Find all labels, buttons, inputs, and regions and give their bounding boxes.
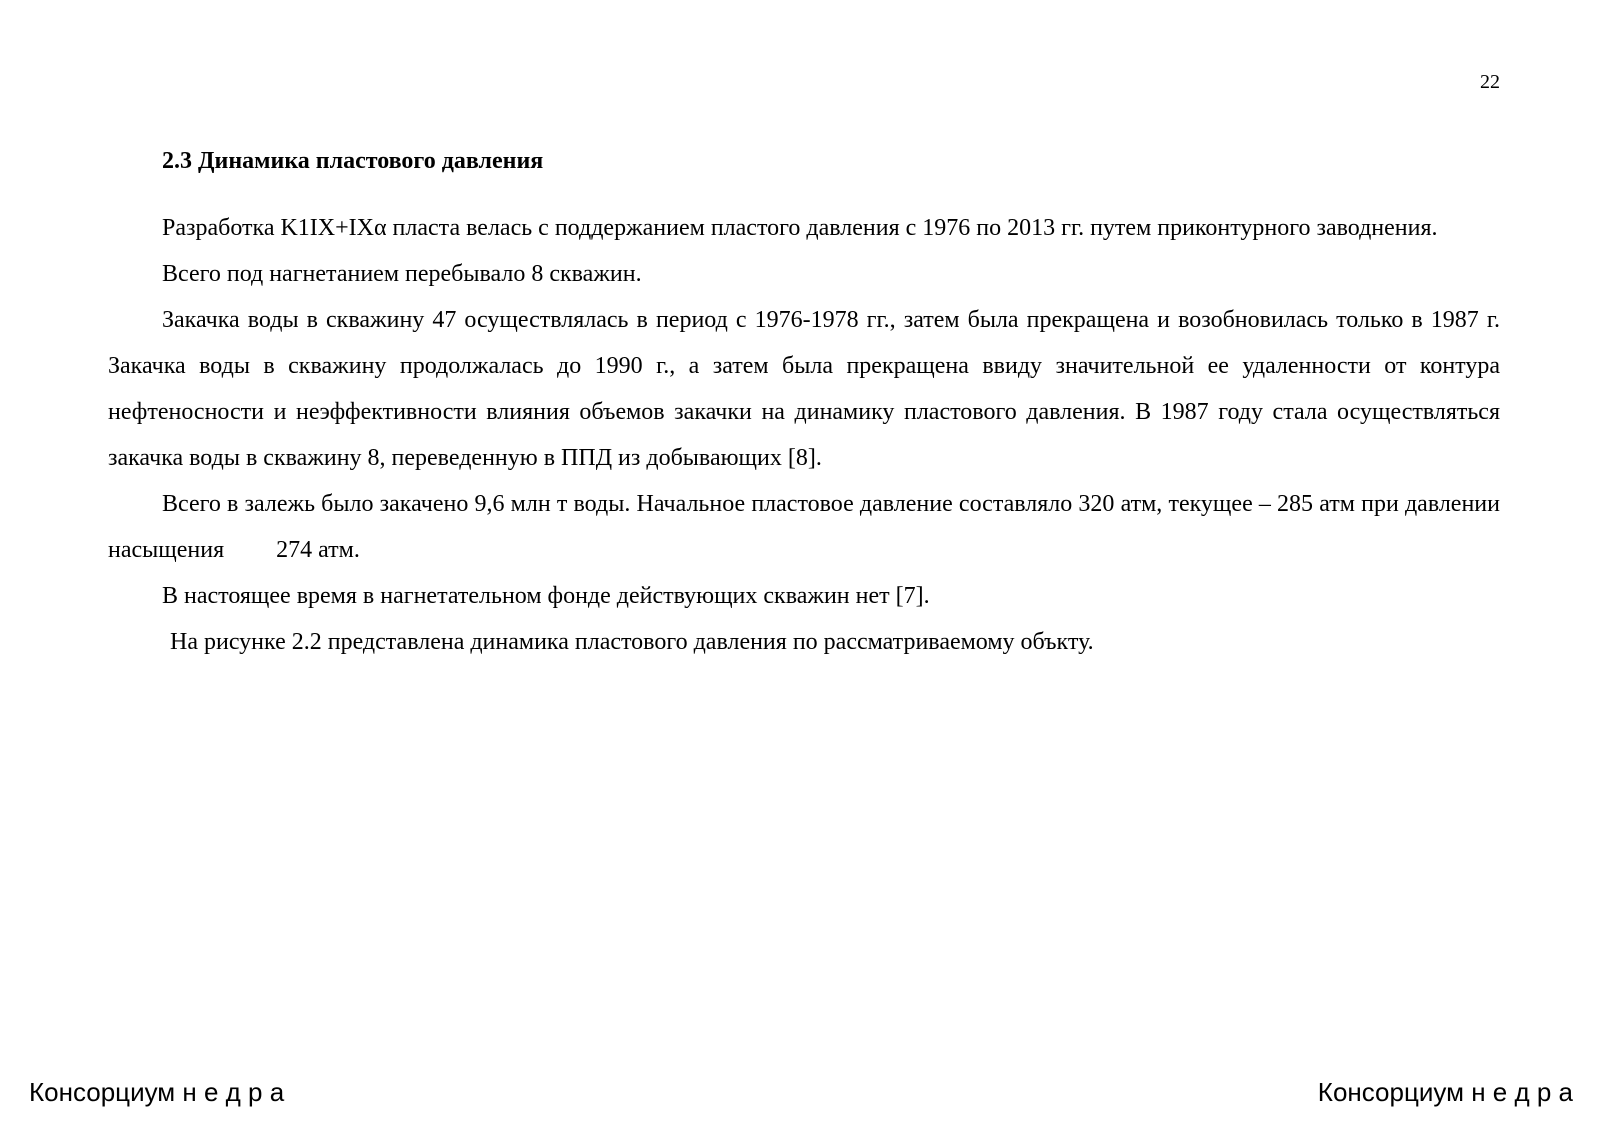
paragraph-injection-wells: Всего под нагнетанием перебывало 8 скважин. — [162, 261, 642, 287]
paragraph-pressure-saturation: 274 атм. — [276, 537, 360, 563]
page-number: 22 — [1480, 71, 1500, 93]
paragraph-development: Разработка K1IX+IXα пласта велась с поддержанием пластого давления с 1976 по 2013 гг. путем приконтурного заводнения. — [162, 215, 1438, 241]
paragraph-water-injection: Закачка воды в скважину 47 осуществлялась в период с 1976-1978 гг., затем была прекращена и возобновилась только в 1987 г. Закачка воды в скважину продолжалась до 1990 г., а затем была прекращена ввиду значительной ее удаленности от контура нефтеносности и неэффективности влияния объемов закачки на динамику пластового давления. В 1987 году стала осуществляться закачка воды в скважину 8, переведенную в ППД из добывающих [8]. — [108, 307, 1500, 471]
footer-right: Консорциум н е д р а — [1317, 1077, 1573, 1107]
document-body — [108, 143, 1500, 665]
paragraph-pressure-text: Всего в залежь было закачено 9,6 млн т воды. Начальное пластовое давление составляло 320 атм, текущее – 285 атм при давлении насыщения — [108, 491, 1500, 563]
section-heading: 2.3 Динамика пластового давления — [162, 148, 544, 174]
paragraph-pressure — [108, 481, 1500, 573]
paragraph-figure-reference: На рисунке 2.2 представлена динамика пластового давления по рассматриваемому объкту. — [170, 629, 1094, 655]
footer-left: Консорциум н е д р а — [29, 1077, 285, 1107]
paragraph-current-state: В настоящее время в нагнетательном фонде действующих скважин нет [7]. — [162, 583, 930, 609]
